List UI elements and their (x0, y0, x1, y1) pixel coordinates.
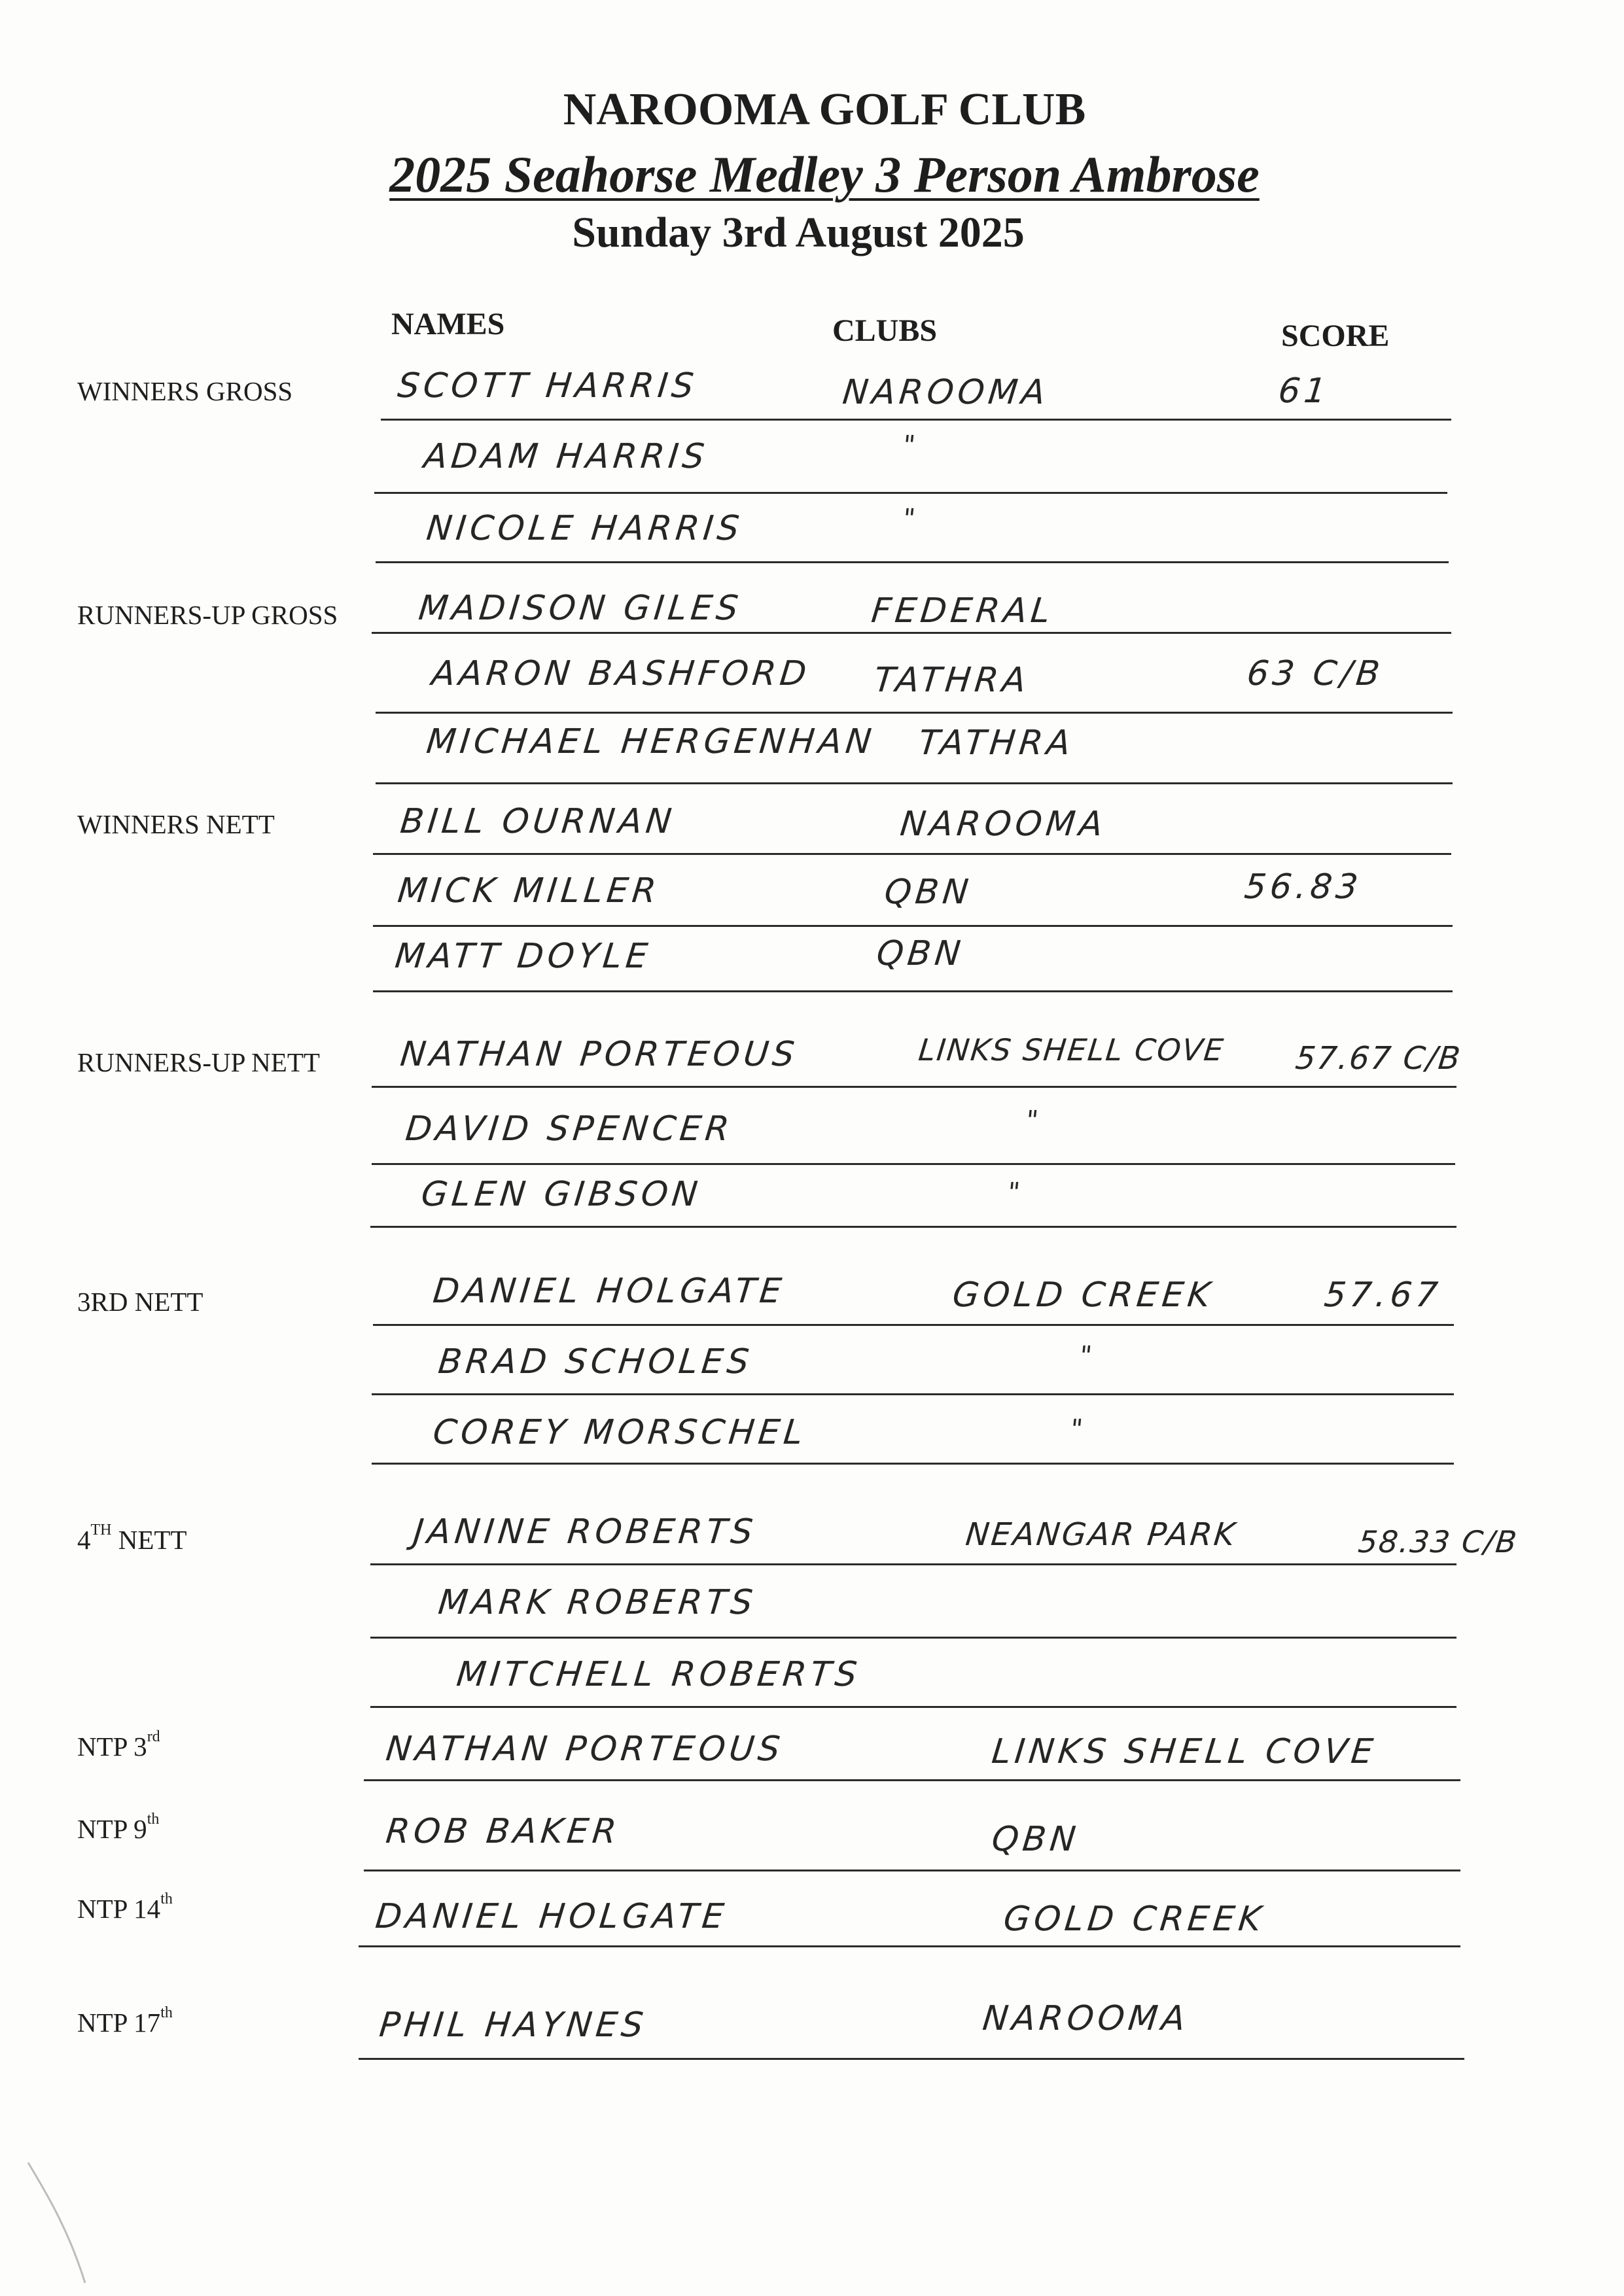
category-label-ntp-14th: NTP 14th (77, 1890, 173, 1924)
entry-name: BRAD SCHOLES (436, 1342, 755, 1382)
category-label-ntp-3rd: NTP 3rd (77, 1728, 160, 1762)
entry-name: GLEN GIBSON (419, 1175, 703, 1214)
entry-club: LINKS SHELL COVE (917, 1032, 1227, 1068)
rule-line (376, 712, 1453, 714)
entry-score: 56.83 (1242, 867, 1364, 907)
entry-club: TATHRA (872, 661, 1032, 700)
entry-score: 58.33 C/B (1356, 1524, 1520, 1559)
entry-club: QBN (874, 934, 966, 973)
ditto-mark: " (1078, 1341, 1097, 1371)
entry-name: DANIEL HOLGATE (373, 1897, 730, 1936)
entry-name: BILL OURNAN (398, 802, 678, 841)
entry-name: NICOLE HARRIS (424, 509, 745, 548)
entry-name: MITCHELL ROBERTS (454, 1655, 863, 1694)
rule-line (359, 1945, 1460, 1947)
entry-club: TATHRA (916, 723, 1076, 763)
category-label-runners-up-gross: RUNNERS-UP GROSS (77, 600, 338, 630)
category-label-runners-up-nett: RUNNERS-UP NETT (77, 1047, 320, 1077)
clubs-column-header: CLUBS (832, 313, 938, 348)
entry-name: NATHAN PORTEOUS (398, 1035, 800, 1074)
entry-name: MICHAEL HERGENHAN (424, 722, 877, 761)
rule-line (373, 990, 1453, 992)
entry-club: QBN (989, 1820, 1082, 1859)
entry-name: ROB BAKER (383, 1812, 622, 1851)
entry-name: MARK ROBERTS (436, 1583, 758, 1622)
entry-score: 61 (1276, 372, 1332, 411)
entry-club: GOLD CREEK (1001, 1900, 1267, 1939)
entry-name: AARON BASHFORD (429, 654, 813, 693)
category-label-4th-nett: 4TH NETT (77, 1522, 187, 1555)
entry-score: 57.67 (1322, 1276, 1444, 1315)
ditto-mark: " (1024, 1105, 1044, 1136)
event-date: Sunday 3rd August 2025 (572, 209, 1025, 256)
rule-line (364, 1779, 1460, 1781)
ditto-mark: " (901, 504, 921, 534)
rule-line (364, 1870, 1460, 1871)
entry-name: COREY MORSCHEL (431, 1413, 809, 1452)
rule-line (373, 853, 1451, 855)
entry-club: QBN (882, 873, 974, 912)
entry-name: NATHAN PORTEOUS (383, 1730, 786, 1769)
rule-line (359, 2058, 1464, 2060)
entry-name: MICK MILLER (395, 871, 662, 911)
rule-line (372, 632, 1451, 634)
rule-line (372, 1086, 1456, 1088)
rule-line (373, 925, 1453, 927)
entry-club: LINKS SHELL COVE (989, 1732, 1379, 1771)
entry-name: MADISON GILES (416, 589, 744, 628)
rule-line (376, 782, 1453, 784)
rule-line (370, 1706, 1456, 1708)
rule-line (370, 1226, 1456, 1228)
entry-club: NEANGAR PARK (964, 1516, 1239, 1553)
entry-club: GOLD CREEK (950, 1276, 1216, 1315)
ditto-mark: " (1006, 1177, 1025, 1208)
rule-line (370, 1563, 1456, 1565)
entry-club: NAROOMA (898, 805, 1109, 844)
entry-name: SCOTT HARRIS (395, 366, 699, 406)
entry-name: PHIL HAYNES (377, 2006, 649, 2045)
category-label-ntp-17th: NTP 17th (77, 2004, 173, 2038)
event-title: 2025 Seahorse Medley 3 Person Ambrose (389, 146, 1260, 203)
entry-score: 63 C/B (1244, 654, 1386, 693)
rule-line (373, 1324, 1454, 1326)
category-label-ntp-9th: NTP 9th (77, 1811, 160, 1844)
names-column-header: NAMES (391, 307, 505, 341)
rule-line (374, 492, 1447, 494)
rule-line (372, 1463, 1454, 1465)
entry-name: MATT DOYLE (393, 937, 654, 976)
score-column-header: SCORE (1281, 319, 1390, 353)
rule-line (381, 419, 1451, 421)
scan-mark (23, 2159, 95, 2289)
entry-club: FEDERAL (869, 591, 1056, 631)
entry-name: DANIEL HOLGATE (431, 1272, 788, 1311)
entry-name: ADAM HARRIS (421, 437, 711, 476)
entry-name: DAVID SPENCER (403, 1109, 735, 1149)
entry-club: NAROOMA (840, 373, 1051, 412)
category-label-winners-gross: WINNERS GROSS (77, 376, 293, 406)
club-title: NAROOMA GOLF CLUB (563, 84, 1086, 135)
category-label-winners-nett: WINNERS NETT (77, 809, 275, 839)
category-label-3rd-nett: 3RD NETT (77, 1287, 203, 1317)
entry-name: JANINE ROBERTS (411, 1512, 759, 1552)
rule-line (376, 561, 1449, 563)
entry-club: NAROOMA (980, 1999, 1192, 2038)
rule-line (372, 1393, 1454, 1395)
entry-score: 57.67 C/B (1294, 1040, 1464, 1077)
ditto-mark: " (901, 430, 921, 461)
rule-line (370, 1637, 1456, 1639)
rule-line (372, 1163, 1455, 1165)
ditto-mark: " (1068, 1414, 1088, 1444)
